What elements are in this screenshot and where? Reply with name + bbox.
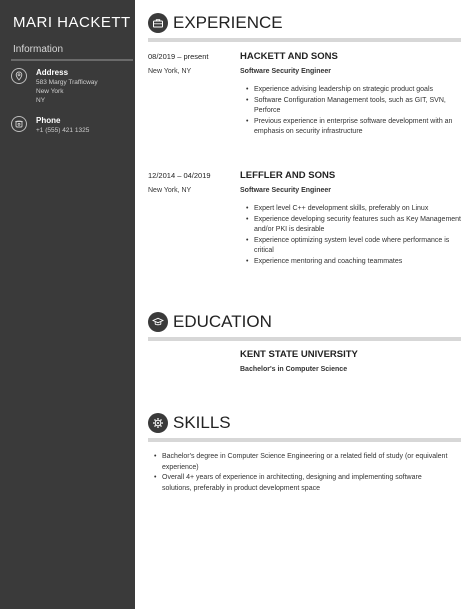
gear-icon (148, 413, 168, 433)
skills-bullets (152, 452, 452, 494)
education-rule (148, 337, 461, 341)
experience-rule (148, 38, 461, 42)
experience-title: EXPERIENCE (173, 13, 283, 32)
information-label: Information (13, 44, 64, 55)
degree: Bachelor's in Computer Science (240, 366, 348, 373)
location-pin-icon (11, 68, 27, 84)
sidebar-divider (11, 59, 133, 61)
phone-number: +1 (555) 421 1325 (36, 127, 90, 134)
job-company: LEFFLER AND SONS (240, 170, 336, 181)
job-dates: 12/2014 – 04/2019 (148, 171, 211, 180)
list-item: • Expert level C++ development skills, preferably on Linux (244, 204, 462, 215)
job-bullets (244, 85, 462, 138)
job-company: HACKETT AND SONS (240, 51, 338, 62)
skills-rule (148, 438, 461, 442)
address-line: 583 Margy Trafficway (36, 79, 98, 86)
education-title: EDUCATION (173, 312, 272, 331)
job-location: New York, NY (148, 187, 192, 194)
phone-icon (11, 116, 27, 132)
address-line: NY (36, 97, 46, 104)
job-role: Software Security Engineer (240, 187, 332, 194)
school-name: KENT STATE UNIVERSITY (240, 349, 358, 360)
skills-title: SKILLS (173, 413, 231, 432)
list-item: • Experience mentoring and coaching teammates (244, 257, 462, 268)
phone-title: Phone (36, 116, 61, 125)
address-title: Address (36, 68, 69, 77)
graduation-cap-icon (148, 312, 168, 332)
job-dates: 08/2019 – present (148, 52, 209, 61)
address-line: New York (36, 88, 64, 95)
job-location: New York, NY (148, 68, 192, 75)
list-item: • Experience advising leadership on strategic product goals (244, 85, 462, 96)
list-item: • Experience developing security features such as Key Management and/or PKI is desirable (244, 215, 462, 236)
sidebar (0, 0, 135, 609)
candidate-name: MARI HACKETT (13, 14, 131, 31)
list-item: • Software Configuration Management tools, such as GIT, SVN, Perforce (244, 96, 462, 117)
list-item: • Experience optimizing system level code where performance is critical (244, 236, 462, 257)
list-item: • Bachelor's degree in Computer Science Engineering or a related field of study (or equivalent experience) (152, 452, 452, 473)
list-item: • Previous experience in enterprise software development with an emphasis on security infrastructure (244, 117, 462, 138)
list-item: • Overall 4+ years of experience in architecting, designing and implementing software solutions, preferably in product development space (152, 473, 452, 494)
job-bullets (244, 204, 462, 267)
briefcase-icon (148, 13, 168, 33)
job-role: Software Security Engineer (240, 68, 332, 75)
